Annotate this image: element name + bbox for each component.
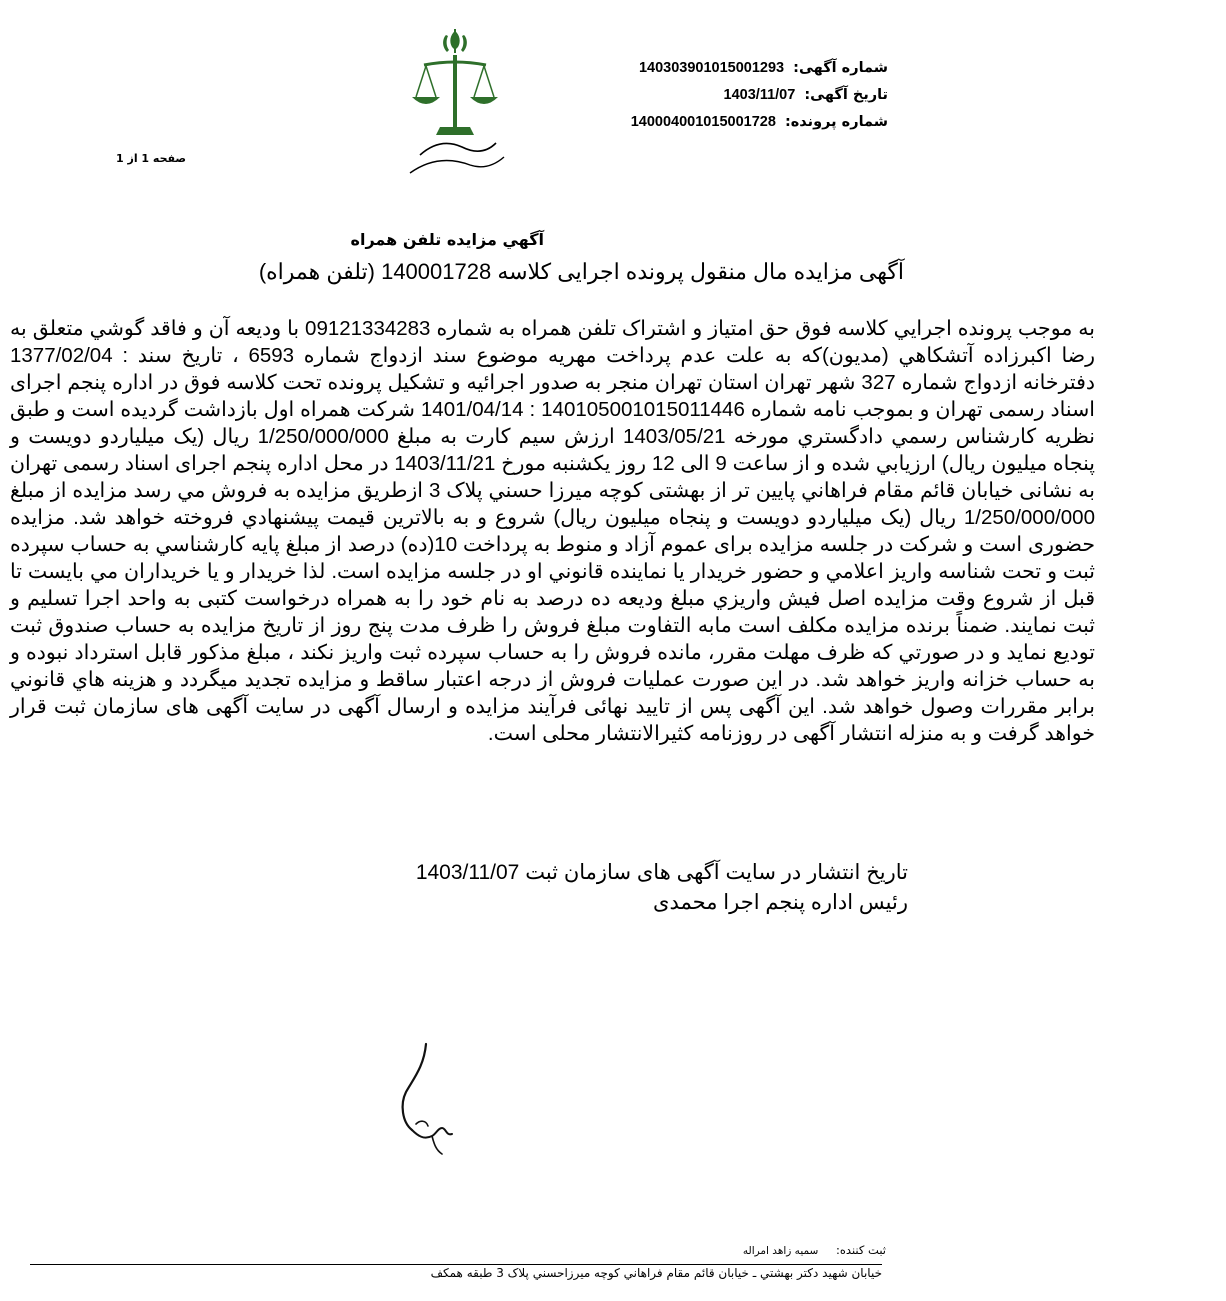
ad-date-label: تاریخ آگهی:	[804, 87, 888, 103]
case-number-row	[558, 109, 888, 136]
signer-title: رئیس اداره پنجم اجرا محمدی	[653, 891, 908, 914]
ad-date-row	[558, 82, 888, 109]
judiciary-emblem	[400, 25, 510, 180]
ad-number-row	[558, 55, 888, 82]
ad-number-label: شماره آگهی:	[793, 60, 888, 76]
publish-info	[416, 858, 908, 918]
footer-divider	[30, 1264, 882, 1265]
registrar-label: ثبت كننده:	[836, 1243, 886, 1257]
handwritten-signature-icon	[354, 1036, 464, 1166]
page-indicator: صفحه 1 از 1	[116, 152, 187, 165]
case-number: 140004001015001728	[630, 114, 776, 130]
ad-date: 1403/11/07	[723, 87, 796, 103]
notice-body: به موجب پرونده اجرايي كلاسه فوق حق امتياز و اشتراک تلفن همراه به شماره 09121334283 با ودیعه آن و فاقد گوشي متعلق به رضا اكبرزاده آتشكاهي (مديون)كه به علت عدم پرداخت مهريه موضوع سند ازدواج شماره 6593 ، تاريخ سند : 1377/02/04 دفترخانه ازدواج شماره 327 شهر تهران استان تهران منجر به صدور اجرائيه و تشكيل پرونده تحت كلاسه فوق در اداره پنجم اجرای اسناد رسمی تهران و بموجب نامه شماره 140105001015011446 : 1401/04/14 شركت همراه اول بازداشت گرديده است و طبق نظريه كارشناس رسمي دادگستري مورخه 1403/05/21 ارزش سيم كارت به مبلغ 1/250/000/000 ريال (یک میلیاردو دویست و پنجاه میلیون ریال) ارزيابي شده و از ساعت 9 الی 12 روز یکشنبه مورخ 1403/11/21 در محل اداره پنجم اجرای اسناد رسمی تهران به نشانی خيابان قائم مقام فراهاني پایین تر از بهشتی كوچه ميرزا حسني پلاک 3 ازطريق مزايده به فروش مي رسد مزايده از مبلغ 1/250/000/000 ريال (یک میلیاردو دویست و پنجاه میلیون ریال) شروع و به بالاترين قيمت پيشنهادي فروخته خواهد شد. مزایده حضوری است و شرکت در جلسه مزایده برای عموم آزاد و منوط به پرداخت 10(ده) درصد از مبلغ پايه كارشناسي به حساب سپرده ثبت و تحت شناسه واريز اعلامي و حضور خريدار يا نماينده قانوني او در جلسه مزايده است. لذا خريدار و يا خريداران مي بايست تا قبل از شروع وقت مزايده اصل فيش واريزي مبلغ وديعه ده درصد به نام خود را به همراه درخواست کتبی به واحد اجرا تسليم و ثبت نمايند. ضمناً برنده مزايده مكلف است مابه التفاوت مبلغ فروش را ظرف مدت پنج روز از تاريخ مزايده به حساب صندوق ثبت توديع نمايد و در صورتي كه ظرف مهلت مقرر، مانده فروش را به حساب سپرده ثبت واريز نكند ، مبلغ مذكور قابل استرداد نبوده و به حساب خزانه واريز خواهد شد. در اين صورت عمليات فروش از درجه اعتبار ساقط و مزايده تجديد ميگردد و هزينه هاي قانوني برابر مقررات وصول خواهد شد. این آگهی پس از تایید نهائی فرآیند مزایده و ارسال آگهی در سایت آگهی های سازمان ثبت قرار خواهد گرفت و به منزله انتشار آگهی در روزنامه کثیرالانتشار محلی است.	[10, 317, 1096, 745]
footer-address: خیابان شهید دکتر بهشتي ـ خیابان قائم مقام فراهاني کوچه ميرزاحسني پلاک 3 طبقه همكف	[430, 1266, 882, 1280]
registrar-name: سميه زاهد امراله	[742, 1245, 819, 1257]
scales-of-justice-icon	[400, 25, 510, 180]
header-meta	[558, 55, 888, 136]
notice-subtitle: آگهی مزایده مال منقول پرونده اجرایی کلاسه 140001728 (تلفن همراه)	[258, 259, 904, 284]
notice-title: آگهي مزايده تلفن همراه	[350, 230, 544, 249]
ad-number: 140303901015001293	[638, 60, 785, 76]
publish-date-line: تاریخ انتشار در سایت آگهی های سازمان ثبت 1403/11/07	[415, 861, 908, 884]
case-number-label: شماره پرونده:	[784, 114, 888, 130]
signature	[354, 1036, 464, 1166]
registrar	[743, 1243, 886, 1257]
